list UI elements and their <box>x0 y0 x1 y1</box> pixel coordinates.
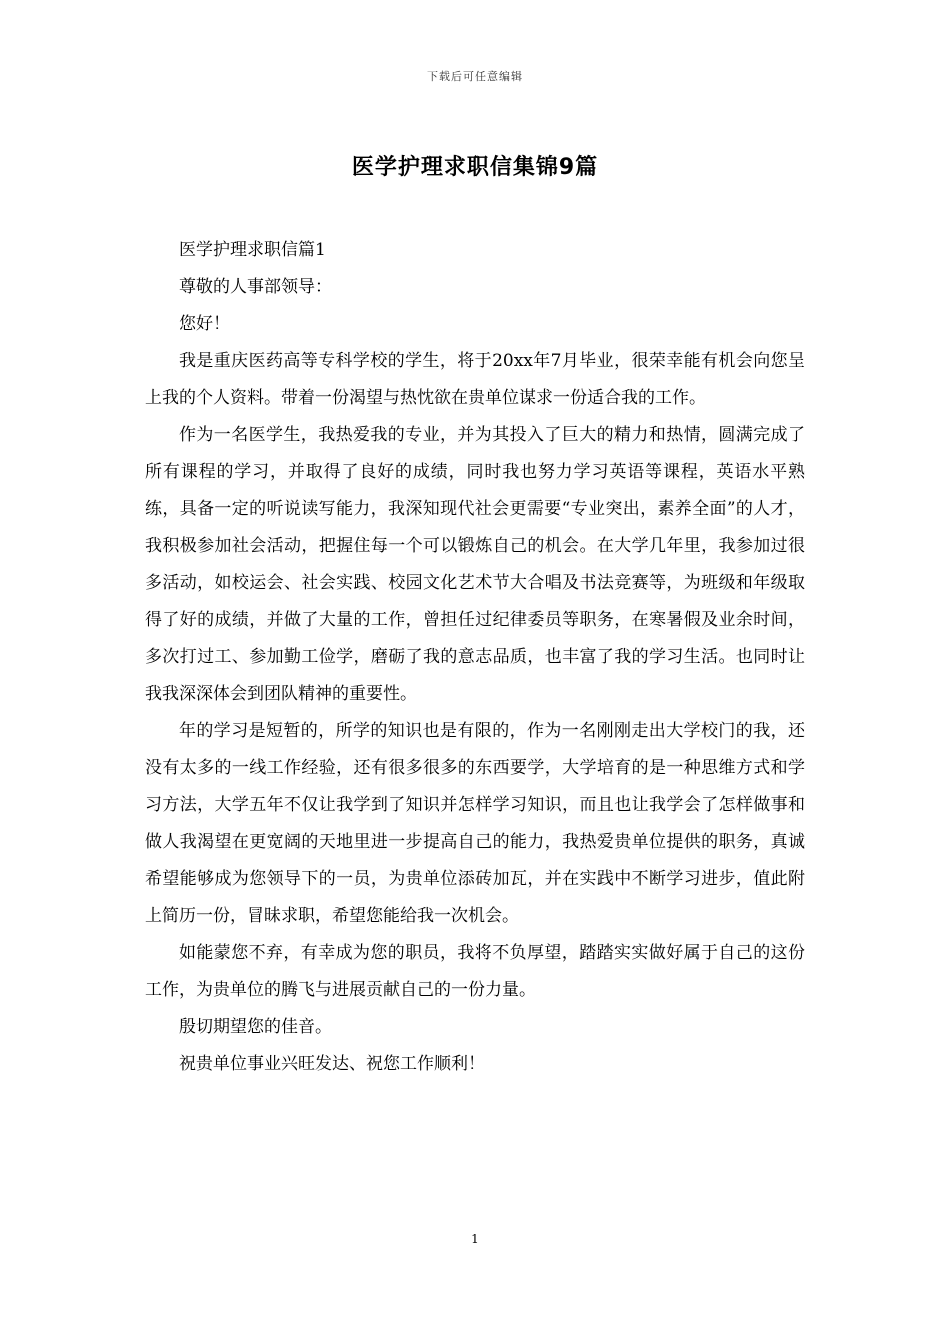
body-paragraph-experience: 作为一名医学生，我热爱我的专业，并为其投入了巨大的精力和热情，圆满完成了所有课程的学习，并取得了良好的成绩，同时我也努力学习英语等课程，英语水平熟练，具备一定的听说读写能力，我深知现代社会更需要“专业突出，素养全面”的人才，我积极参加社会活动，把握住每一个可以锻炼自己的机会。在大学几年里，我参加过很多活动，如校运会、社会实践、校园文化艺术节大合唱及书法竞赛等，为班级和年级取得了好的成绩，并做了大量的工作，曾担任过纪律委员等职务，在寒暑假及业余时间，多次打过工、参加勤工俭学，磨砺了我的意志品质，也丰富了我的学习生活。也同时让我我深深体会到团队精神的重要性。 <box>145 425 805 704</box>
closing-wishes: 祝贵单位事业兴旺发达、祝您工作顺利！ <box>179 1054 485 1074</box>
closing-line: 殷切期望您的佳音。 <box>179 1017 332 1037</box>
salutation: 尊敬的人事部领导： <box>179 277 332 297</box>
body-paragraph-learning: 年的学习是短暂的，所学的知识也是有限的，作为一名刚刚走出大学校门的我，还没有太多的一线工作经验，还有很多很多的东西要学，大学培育的是一种思维方式和学习方法，大学五年不仅让我学到了知识并怎样学习知识，而且也让我学会了怎样做事和做人我渴望在更宽阔的天地里进一步提高自己的能力，我热爱贵单位提供的职务，真诚希望能够成为您领导下的一员，为贵单位添砖加瓦，并在实践中不断学习进步，值此附上简历一份，冒昧求职，希望您能给我一次机会。 <box>145 721 805 926</box>
document-title: 医学护理求职信集锦9篇 <box>351 155 599 180</box>
header-note: 下载后可任意编辑 <box>427 70 523 83</box>
page-number: 1 <box>471 1232 479 1246</box>
section-heading: 医学护理求职信篇1 <box>179 240 326 260</box>
document-body <box>145 232 805 1083</box>
greeting: 您好！ <box>179 314 230 334</box>
body-paragraph-commitment: 如能蒙您不弃，有幸成为您的职员，我将不负厚望，踏踏实实做好属于自己的这份工作，为贵单位的腾飞与进展贡献自己的一份力量。 <box>145 943 805 1000</box>
body-paragraph-intro: 我是重庆医药高等专科学校的学生，将于20xx年7月毕业，很荣幸能有机会向您呈上我的个人资料。带着一份渴望与热忱欲在贵单位谋求一份适合我的工作。 <box>145 351 805 408</box>
